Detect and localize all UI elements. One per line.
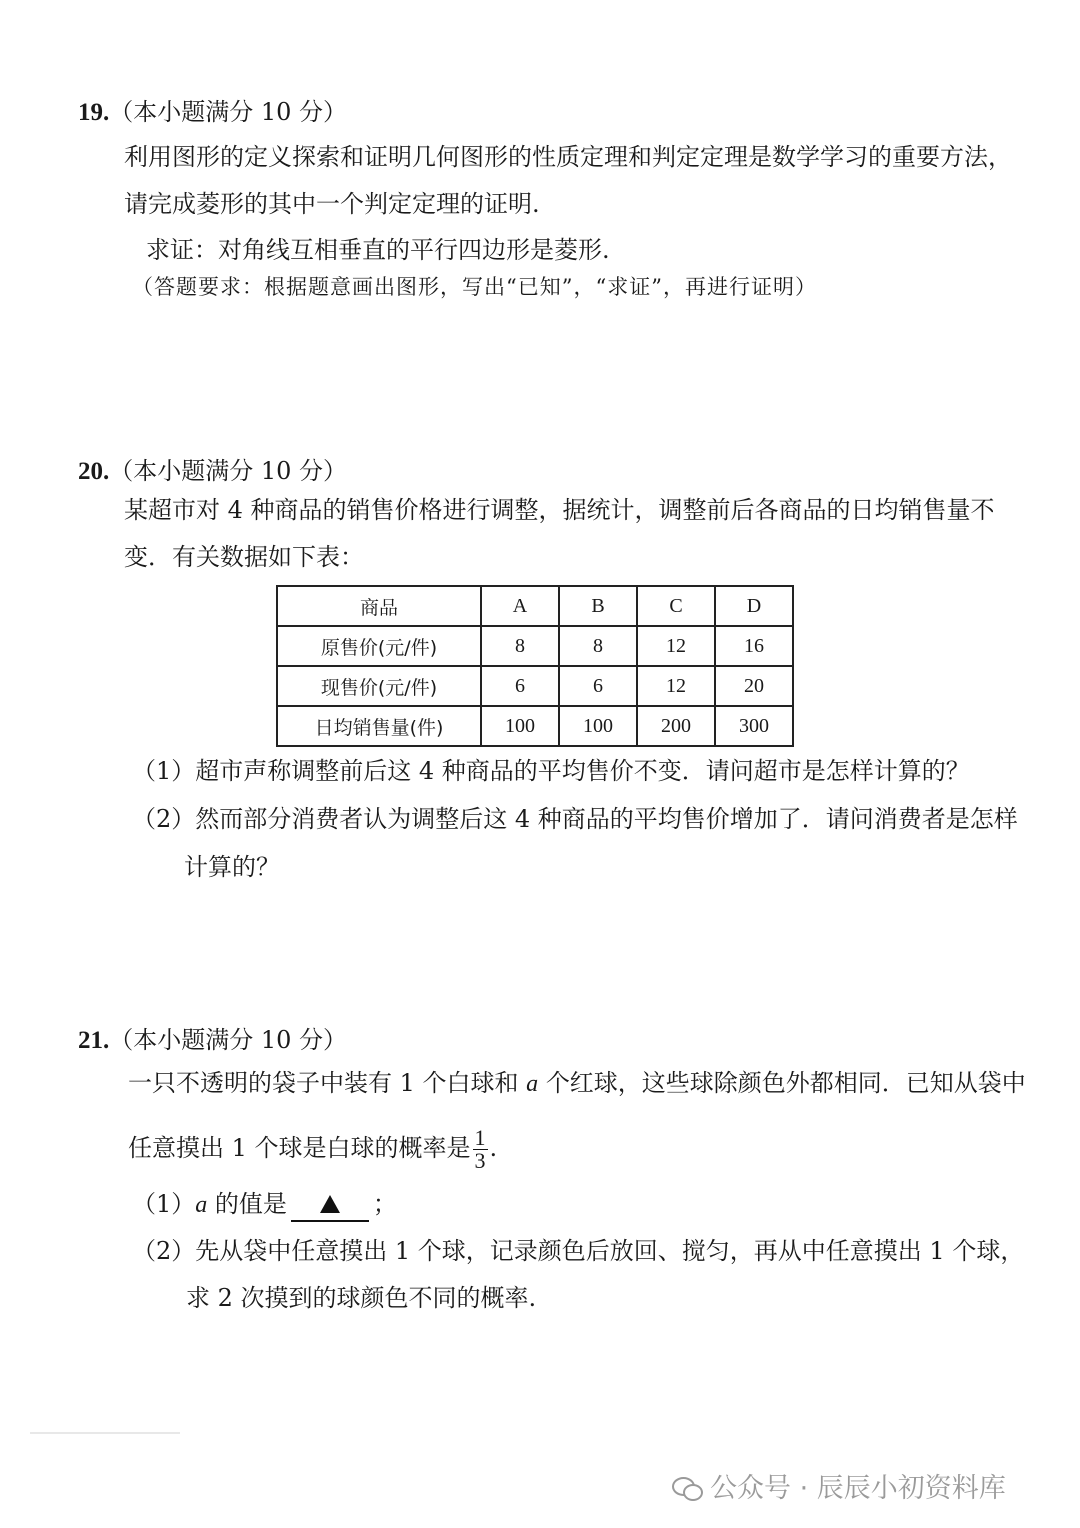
q21-title (78, 1024, 347, 1057)
fraction-numerator: 1 (474, 1125, 486, 1150)
answer-blank (291, 1188, 369, 1222)
q19-header: （本小题满分 10 分） (109, 98, 348, 126)
table-cell: 6 (481, 666, 559, 706)
wechat-watermark (672, 1466, 1006, 1505)
q21-sub1 (132, 1188, 397, 1222)
table-cell: 8 (559, 626, 637, 666)
table-cell: 100 (481, 706, 559, 746)
table-cell: A (481, 586, 559, 626)
watermark-text: 公众号 · 辰辰小初资料库 (710, 1473, 1006, 1504)
table-cell: 20 (715, 666, 793, 706)
q21-sub1-prefix: （1） (132, 1190, 196, 1218)
q21-sub1-end: ； (372, 1190, 397, 1218)
q21-number: 21. (78, 1027, 110, 1054)
q19-text-line2: 请完成菱形的其中一个判定定理的证明. (124, 190, 540, 218)
table-cell: 16 (715, 626, 793, 666)
table-header-row (277, 586, 793, 626)
q20-title (78, 455, 347, 488)
triangle-icon (320, 1195, 340, 1213)
q21-text-line2 (128, 1126, 497, 1172)
table-cell: 300 (715, 706, 793, 746)
q20-sub1: （1）超市声称调整前后这 4 种商品的平均售价不变．请问超市是怎样计算的？ (132, 757, 970, 785)
table-row (277, 706, 793, 746)
table-cell: C (637, 586, 715, 626)
wechat-icon (672, 1475, 702, 1501)
q20-number: 20. (78, 458, 110, 485)
table-cell: 原售价(元/件) (277, 626, 481, 666)
q19-number: 19. (78, 99, 110, 126)
table-cell: 8 (481, 626, 559, 666)
table-cell: 100 (559, 706, 637, 746)
q21-var-a: a (526, 1071, 539, 1097)
q21-header: （本小题满分 10 分） (109, 1026, 348, 1054)
table-row (277, 626, 793, 666)
q20-sub2-line1: （2）然而部分消费者认为调整后这 4 种商品的平均售价增加了．请问消费者是怎样 (132, 805, 1018, 833)
q21-text-line1 (128, 1067, 1026, 1100)
q19-prove: 求证：对角线互相垂直的平行四边形是菱形. (146, 236, 610, 264)
table-cell: 200 (637, 706, 715, 746)
q20-header: （本小题满分 10 分） (109, 457, 348, 485)
q20-sub2-line2: 计算的？ (184, 853, 280, 881)
q21-sub1-text: 的值是 (214, 1190, 287, 1218)
q21-line1-part1: 一只不透明的袋子中装有 1 个白球和 (128, 1069, 519, 1097)
q21-sub1-var: a (195, 1192, 208, 1218)
table-cell: 日均销售量(件) (277, 706, 481, 746)
q20-price-table (276, 585, 794, 747)
q21-line2-text: 任意摸出 1 个球是白球的概率是 (128, 1134, 471, 1162)
q20-text-line1: 某超市对 4 种商品的销售价格进行调整，据统计，调整前后各商品的日均销售量不 (124, 496, 995, 524)
table-cell: 现售价(元/件) (277, 666, 481, 706)
table-row (277, 666, 793, 706)
scan-artifact-divider (30, 1432, 180, 1434)
fraction-denominator: 3 (474, 1148, 486, 1173)
q21-line1-part2: 个红球，这些球除颜色外都相同．已知从袋中 (545, 1069, 1026, 1097)
table-cell: D (715, 586, 793, 626)
q20-text-line2: 变．有关数据如下表： (124, 543, 364, 571)
table-cell: 12 (637, 626, 715, 666)
q21-sub2-line1: （2）先从袋中任意摸出 1 个球，记录颜色后放回、搅匀，再从中任意摸出 1 个球， (132, 1237, 1025, 1265)
q19-text-line1: 利用图形的定义探索和证明几何图形的性质定理和判定定理是数学学习的重要方法， (124, 143, 1012, 171)
q21-sub2-line2: 求 2 次摸到的球颜色不同的概率. (186, 1284, 537, 1312)
table-cell: 6 (559, 666, 637, 706)
table-cell: 12 (637, 666, 715, 706)
fraction-one-third (473, 1127, 488, 1172)
q19-title (78, 96, 347, 129)
table-cell: 商品 (277, 586, 481, 626)
q21-line2-end: . (489, 1134, 498, 1162)
table-cell: B (559, 586, 637, 626)
q19-requirement: （答题要求：根据题意画出图形，写出“已知”，“求证”，再进行证明） (132, 275, 817, 299)
